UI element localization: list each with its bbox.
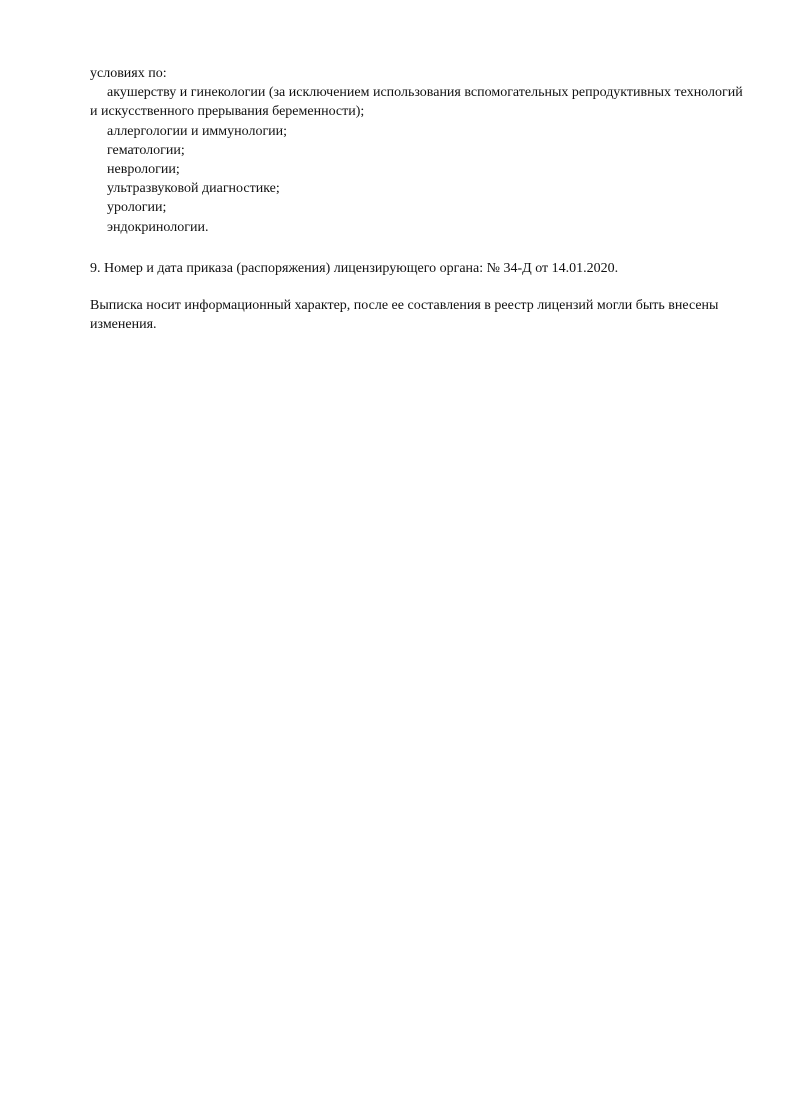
conditions-item: ультразвуковой диагностике; [107,181,280,197]
conditions-item: неврологии; [107,162,180,178]
conditions-item-obstetrics: акушерству и гинекологии (за исключением использования вспомогательных репродуктивных технологий и искусственного прерывания беременности); [90,85,743,120]
conditions-item: аллергологии и иммунологии; [107,123,288,139]
conditions-intro: условиях по: [90,66,167,81]
order-line: 9. Номер и дата приказа (распоряжения) лицензирующего органа: № 34-Д от 14.01.2020. [90,261,619,276]
conditions-section [90,64,752,237]
disclaimer-text: Выписка носит информационный характер, после ее составления в реестр лицензий могли быть внесены изменения. [90,298,719,333]
order-section [90,259,752,278]
conditions-item: эндокринологии. [107,219,209,235]
conditions-item: урологии; [107,200,167,216]
disclaimer-section [90,296,752,334]
conditions-item: гематологии; [107,142,185,158]
